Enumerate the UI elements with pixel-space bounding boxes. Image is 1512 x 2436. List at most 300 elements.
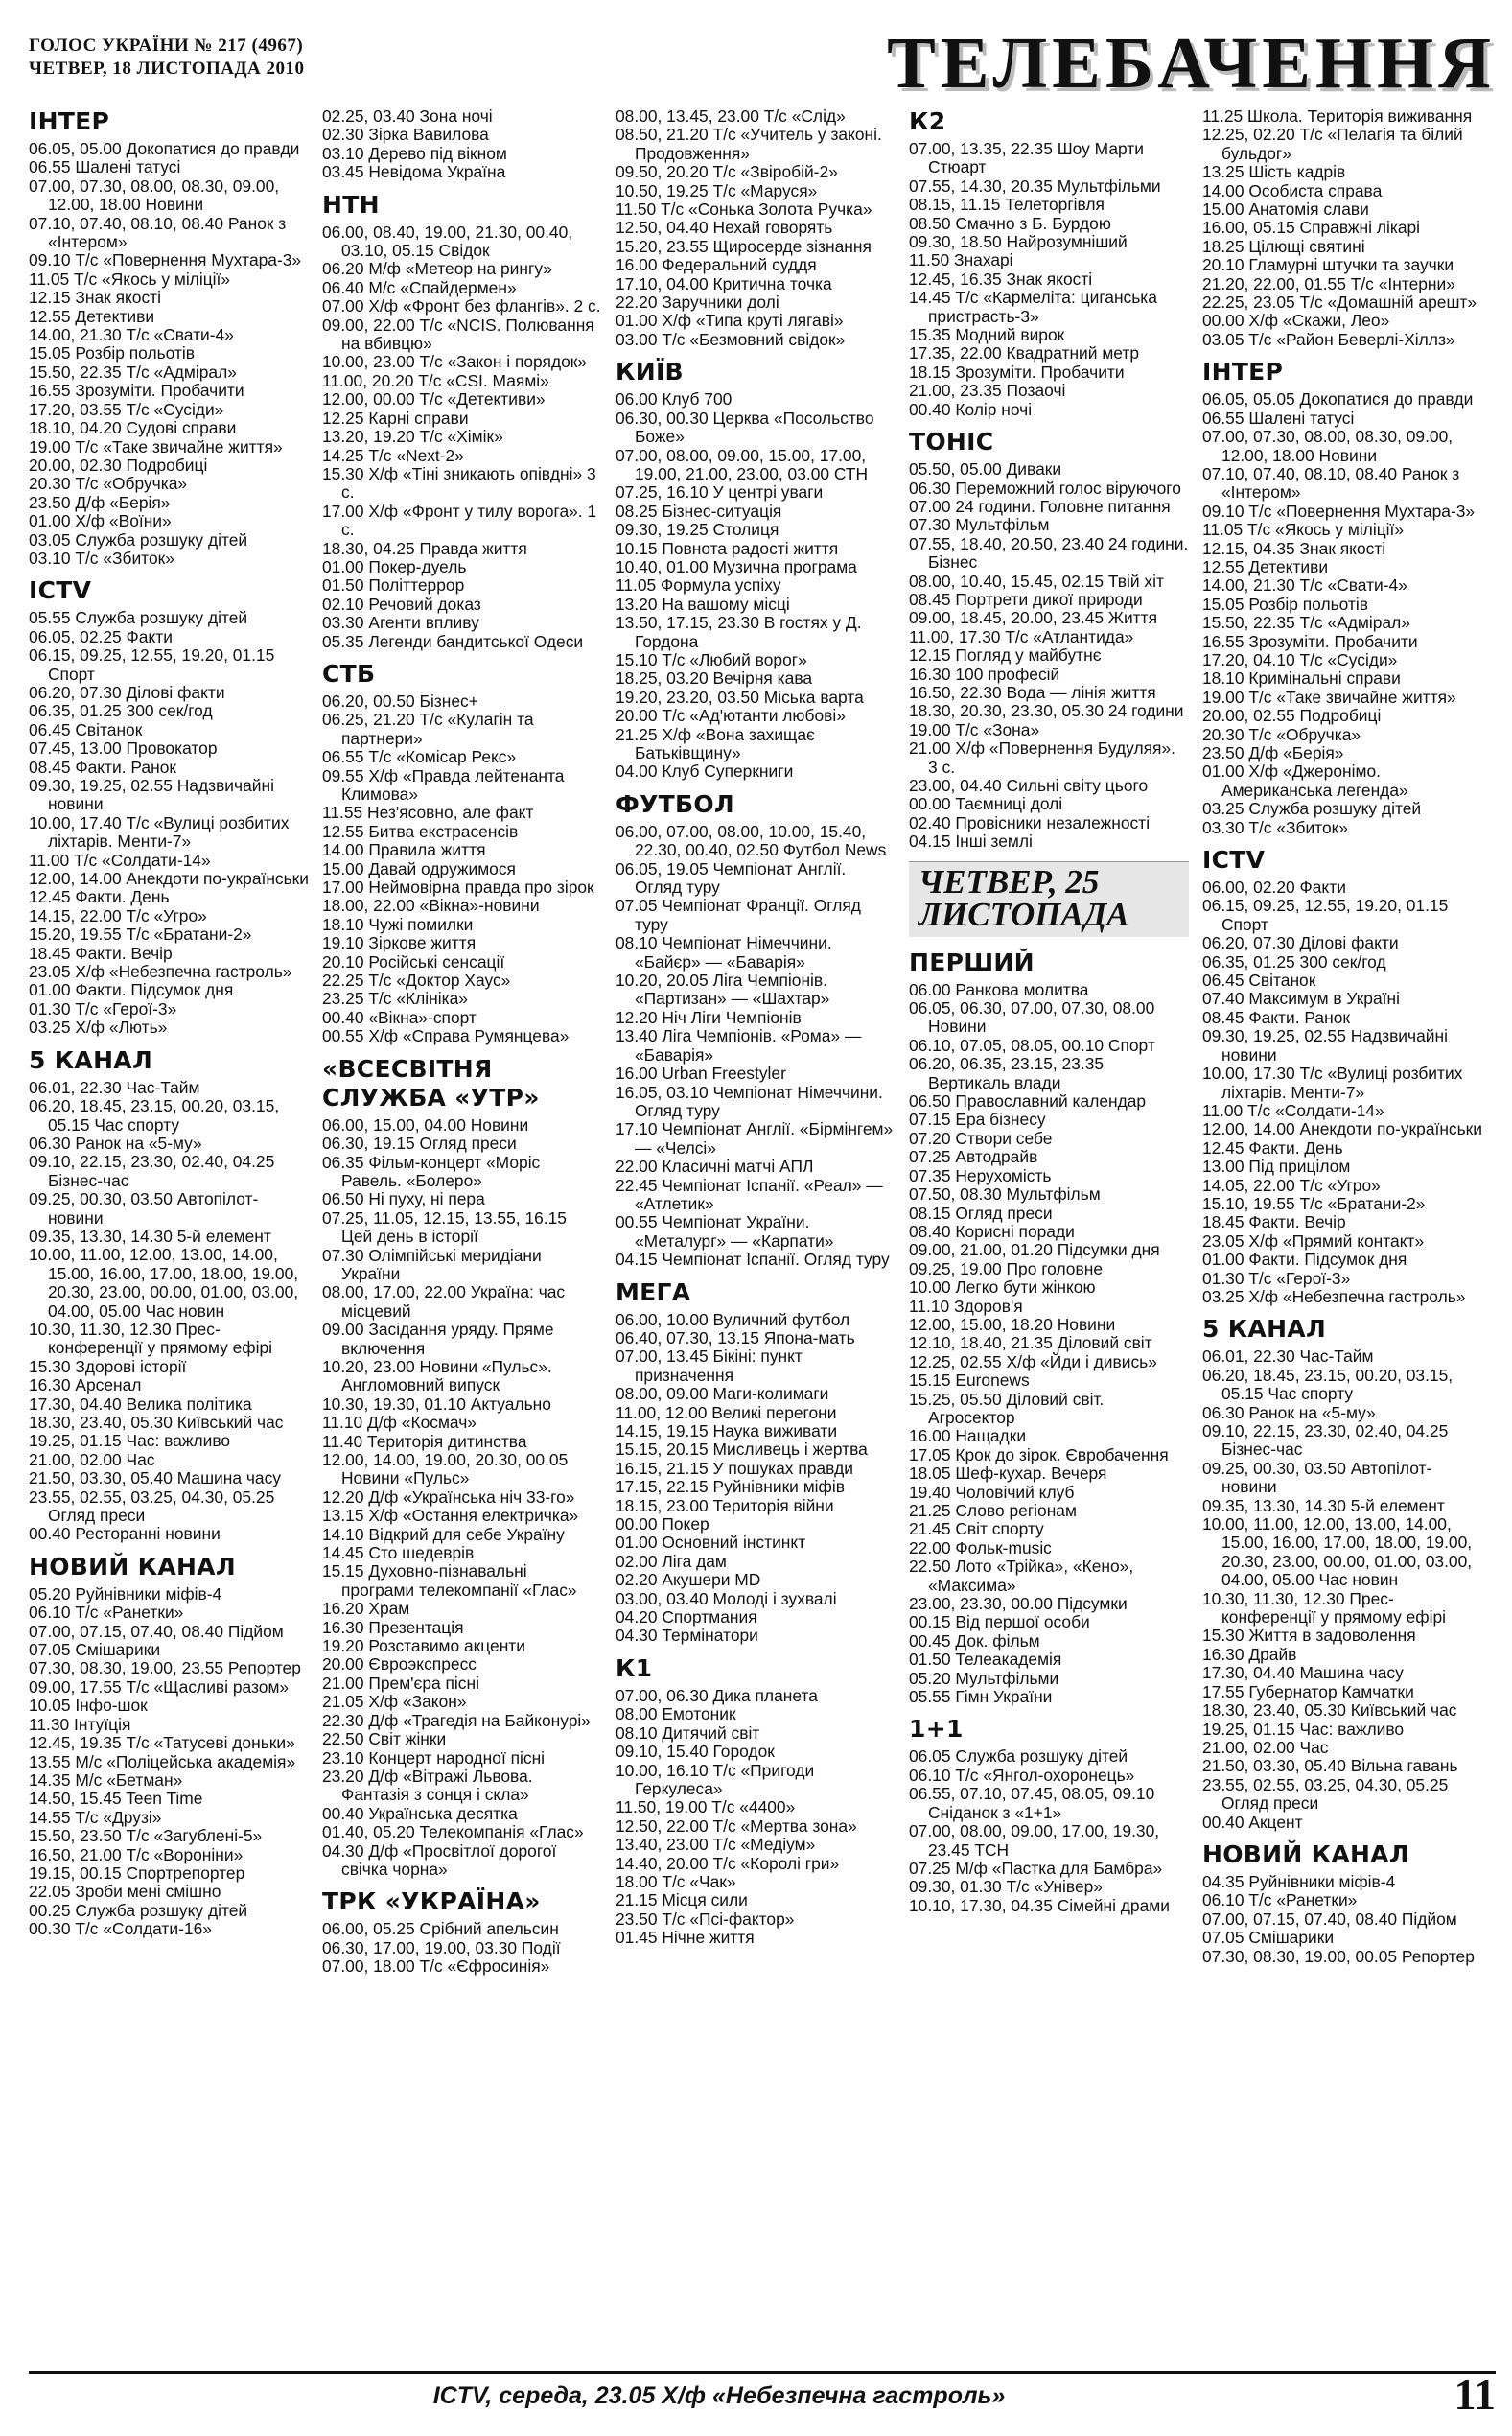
program-entry: 01.50 Телеакадемія: [909, 1650, 1062, 1670]
program-entry: 06.20, 18.45, 23.15, 00.20, 03.15, 05.15 Час спорту: [29, 1096, 280, 1135]
program-entry: 12.55 Битва екстрасенсів: [322, 821, 519, 841]
program-entry: 17.20, 03.55 Т/с «Сусіди»: [29, 399, 224, 419]
program-entry: 11.55 Нез'ясовно, але факт: [322, 803, 534, 823]
program-entry: 07.00, 08.00, 09.00, 15.00, 17.00, 19.00, 21.00, 23.00, 03.00 СТН: [616, 445, 869, 483]
program-entry: 01.45 Нічне життя: [616, 1928, 755, 1948]
program-entry: 19.40 Чоловічий клуб: [909, 1482, 1075, 1502]
program-entry: 11.05 Т/с «Якось у міліції»: [29, 269, 231, 289]
program-entry: 16.30 Презентація: [322, 1617, 464, 1637]
program-entry: 21.00 Х/ф «Повернення Будуляя». 3 с.: [909, 738, 1175, 777]
channel-heading: СТБ: [322, 659, 376, 688]
program-entry: 06.20, 07.30 Ділові факти: [29, 682, 225, 702]
program-entry: 07.00, 13.45 Бікіні: пункт призначення: [616, 1347, 803, 1385]
program-entry: 00.40 Ресторанні новини: [29, 1524, 221, 1544]
program-entry: 18.30, 04.25 Правда життя: [322, 538, 527, 558]
program-entry: 14.15, 19.15 Наука виживати: [616, 1421, 838, 1441]
program-entry: 06.05, 05.00 Докопатися до правди: [29, 139, 300, 158]
program-entry: 18.10 Чужі помилки: [322, 914, 474, 934]
program-entry: 17.05 Крок до зірок. Євробачення: [909, 1444, 1169, 1464]
channel-heading: ІНТЕР: [29, 107, 110, 135]
program-entry: 07.55, 14.30, 20.35 Мультфільми: [909, 176, 1161, 196]
program-entry: 02.30 Зірка Вавилова: [322, 125, 489, 145]
program-entry: 08.10 Чемпіонат Німеччини. «Байєр» — «Баварія»: [616, 933, 832, 972]
program-entry: 09.30, 18.50 Найрозумніший: [909, 232, 1128, 252]
tv-listings: [29, 107, 1496, 2363]
program-entry: 22.25, 23.05 Т/с «Домашній арешт»: [1202, 293, 1477, 313]
program-entry: 16.55 Зрозуміти. Пробачити: [1202, 631, 1418, 651]
program-entry: 09.10, 22.15, 23.30, 02.40, 04.25 Бізнес-час: [29, 1152, 275, 1190]
program-entry: 23.05 Х/ф «Прямий контакт»: [1202, 1230, 1425, 1251]
channel-heading: КИЇВ: [616, 358, 684, 386]
program-entry: 07.00, 07.30, 08.00, 08.30, 09.00, 12.00, 18.00 Новини: [29, 176, 280, 215]
program-entry: 07.05 Смішарики: [29, 1640, 161, 1660]
program-entry: 01.00 Факти. Підсумок дня: [29, 980, 234, 1000]
program-entry: 17.00 Х/ф «Фронт у тилу ворога». 1 с.: [322, 501, 597, 540]
program-entry: 16.05, 03.10 Чемпіонат Німеччини. Огляд туру: [616, 1082, 883, 1120]
program-entry: 08.00, 10.40, 15.45, 02.15 Твій хіт: [909, 571, 1164, 591]
program-entry: 07.15 Ера бізнесу: [909, 1110, 1046, 1130]
program-entry: 16.00 Нащадки: [909, 1426, 1027, 1446]
program-entry: 13.20 На вашому місці: [616, 594, 790, 614]
program-entry: 19.10 Зіркове життя: [322, 933, 477, 953]
program-entry: 06.30 Переможний голос віруючого: [909, 478, 1181, 498]
program-entry: 23.10 Концерт народної пісні: [322, 1747, 546, 1768]
program-entry: 09.00, 18.45, 20.00, 23.45 Життя: [909, 608, 1158, 628]
program-entry: 20.00 Т/с «Ад'ютанти любові»: [616, 706, 846, 726]
program-entry: 03.10 Т/с «Збиток»: [29, 548, 174, 568]
program-entry: 16.00 Urban Freestyler: [616, 1064, 786, 1084]
program-entry: 23.25 Т/с «Клініка»: [322, 989, 468, 1009]
program-entry: 00.55 Чемпіонат України. «Металург» — «Карпати»: [616, 1212, 834, 1251]
program-entry: 06.00, 05.25 Срібний апельсин: [322, 1919, 559, 1939]
program-entry: 19.00 Т/с «Таке звичайне життя»: [1202, 687, 1456, 707]
program-entry: 12.55 Детективи: [29, 306, 155, 326]
program-entry: 05.55 Гімн України: [909, 1687, 1053, 1707]
program-entry: 07.00 24 години. Головне питання: [909, 496, 1171, 516]
program-entry: 23.00, 23.30, 00.00 Підсумки: [909, 1594, 1128, 1614]
program-entry: 07.00, 07.30, 08.00, 08.30, 09.00, 12.00, 18.00 Новини: [1202, 427, 1454, 465]
program-entry: 00.40 Українська десятка: [322, 1803, 518, 1823]
program-entry: 16.50, 22.30 Вода — лінія життя: [909, 682, 1156, 702]
program-entry: 18.15, 23.00 Територія війни: [616, 1495, 834, 1515]
program-entry: 04.00 Клуб Суперкниги: [616, 761, 794, 782]
program-entry: 22.30 Д/ф «Трагедія на Байконурі»: [322, 1710, 591, 1730]
program-entry: 06.05, 06.30, 07.00, 07.30, 08.00 Новини: [909, 998, 1155, 1037]
channel-heading: 5 КАНАЛ: [29, 1045, 153, 1074]
page-number: 11: [1454, 2370, 1496, 2419]
program-entry: 12.50, 04.40 Нехай говорять: [616, 218, 833, 238]
program-entry: 06.50 Ні пуху, ні пера: [322, 1189, 485, 1209]
program-entry: 07.05 Смішарики: [1202, 1928, 1335, 1948]
program-entry: 10.20, 20.05 Ліга Чемпіонів. «Партизан» — «Шахтар»: [616, 971, 830, 1009]
program-entry: 16.00 Федеральний суддя: [616, 255, 817, 275]
program-entry: 19.20, 23.20, 03.50 Міська варта: [616, 687, 864, 707]
program-entry: 11.00 Т/с «Солдати-14»: [1202, 1100, 1384, 1120]
program-entry: 18.10 Кримінальні справи: [1202, 668, 1401, 689]
program-entry: 17.10, 04.00 Критична точка: [616, 273, 832, 293]
program-entry: 08.50, 21.20 Т/с «Учитель у законі. Продовження»: [616, 125, 882, 163]
program-entry: 12.25, 02.55 Х/ф «Йди і дивись»: [909, 1351, 1157, 1371]
program-entry: 12.55 Детективи: [1202, 556, 1329, 576]
program-entry: 06.30, 17.00, 19.00, 03.30 Події: [322, 1937, 561, 1957]
program-entry: 14.05, 22.00 Т/с «Угро»: [1202, 1175, 1381, 1195]
program-entry: 09.30, 19.25, 02.55 Надзвичайні новини: [1202, 1026, 1448, 1065]
program-entry: 06.00 Ранкова молитва: [909, 979, 1089, 999]
program-entry: 07.25, 16.10 У центрі уваги: [616, 482, 824, 503]
program-entry: 15.30 Здорові історії: [29, 1356, 187, 1376]
program-entry: 21.45 Світ спорту: [909, 1519, 1044, 1539]
program-entry: 06.35 Фільм-концерт «Моріс Равель. «Болеро»: [322, 1152, 541, 1190]
program-entry: 13.00 Під прицілом: [1202, 1157, 1351, 1177]
program-entry: 14.00, 21.30 Т/с «Свати-4»: [29, 325, 234, 345]
program-entry: 05.35 Легенди бандитської Одеси: [322, 631, 584, 651]
program-entry: 14.55 Т/с «Друзі»: [29, 1807, 162, 1827]
program-entry: 06.05, 19.05 Чемпіонат Англії. Огляд туру: [616, 858, 847, 898]
program-entry: 14.35 М/с «Бетман»: [29, 1769, 183, 1790]
program-entry: 18.05 Шеф-кухар. Вечеря: [909, 1464, 1107, 1484]
program-entry: 07.00, 06.30 Дика планета: [616, 1685, 818, 1705]
program-entry: 08.15, 11.15 Телеторгівля: [909, 195, 1105, 215]
program-entry: 03.05 Т/с «Район Беверлі-Хіллз»: [1202, 329, 1455, 349]
program-entry: 12.00, 14.00 Анекдоти по-українськи: [1202, 1119, 1482, 1139]
program-entry: 18.45 Факти. Вечір: [29, 943, 173, 963]
program-entry: 20.10 Гламурні штучки та заучки: [1202, 255, 1454, 275]
program-entry: 17.55 Губернатор Камчатки: [1202, 1681, 1414, 1701]
program-entry: 07.50, 08.30 Мультфільм: [909, 1184, 1101, 1205]
program-entry: 12.45 Факти. День: [29, 887, 170, 907]
program-entry: 11.50 Т/с «Сонька Золота Ручка»: [616, 199, 872, 220]
program-entry: 06.00, 07.00, 08.00, 10.00, 15.40, 22.30, 00.40, 02.50 Футбол News: [616, 821, 887, 860]
listing-column-3: [616, 107, 896, 2363]
program-entry: 08.00, 13.45, 23.00 Т/с «Слід»: [616, 107, 846, 126]
program-entry: 07.10, 07.40, 08.10, 08.40 Ранок з «Інтером»: [1202, 463, 1460, 503]
program-entry: 21.50, 03.30, 05.40 Машина часу: [29, 1468, 281, 1488]
program-entry: 12.20 Ніч Ліги Чемпіонів: [616, 1007, 802, 1027]
channel-heading: ICTV: [29, 576, 92, 605]
listing-column-4: [909, 107, 1189, 2363]
channel-heading: К1: [616, 1653, 653, 1682]
program-entry: 09.25, 19.00 Про головне: [909, 1258, 1103, 1278]
program-entry: 06.05, 05.05 Докопатися до правди: [1202, 389, 1474, 410]
program-entry: 23.55, 02.55, 03.25, 04.30, 05.25 Огляд преси: [1202, 1774, 1449, 1814]
program-entry: 00.40 «Вікна»-спорт: [322, 1007, 477, 1027]
program-entry: 23.50 Т/с «Псі-фактор»: [616, 1909, 795, 1929]
program-entry: 07.45, 13.00 Провокатор: [29, 738, 218, 759]
program-entry: 19.15, 00.15 Спортрепортер: [29, 1862, 245, 1883]
program-entry: 19.25, 01.15 Час: важливо: [29, 1431, 231, 1451]
program-entry: 07.35 Нерухомість: [909, 1165, 1052, 1185]
channel-heading: ФУТБОЛ: [616, 789, 734, 818]
program-entry: 01.40, 05.20 Телекомпанія «Глас»: [322, 1822, 584, 1842]
program-entry: 00.40 Акцент: [1202, 1812, 1303, 1832]
program-entry: 15.50, 23.50 Т/с «Загублені-5»: [29, 1826, 263, 1846]
program-entry: 16.30 Драйв: [1202, 1644, 1297, 1664]
program-entry: 03.05 Служба розшуку дітей: [29, 529, 248, 550]
publication-title: ГОЛОС УКРАЇНИ № 217 (4967): [29, 35, 304, 56]
channel-heading: НОВИЙ КАНАЛ: [29, 1552, 236, 1581]
program-entry: 20.30 Т/с «Обручка»: [29, 474, 188, 494]
program-entry: 22.05 Зроби мені смішно: [29, 1882, 221, 1902]
program-entry: 11.00 Т/с «Солдати-14»: [29, 850, 211, 870]
program-entry: 12.45, 19.35 Т/с «Татусеві доньки»: [29, 1733, 295, 1753]
program-entry: 22.00 Фольк-music: [909, 1537, 1052, 1558]
program-entry: 07.10, 07.40, 08.10, 08.40 Ранок з «Інтером»: [29, 213, 287, 252]
channel-heading: ПЕРШИЙ: [909, 948, 1035, 976]
program-entry: 09.10, 22.15, 23.30, 02.40, 04.25 Бізнес-час: [1202, 1421, 1449, 1460]
program-entry: 20.00, 02.30 Подробиці: [29, 455, 208, 475]
program-entry: 08.00, 09.00 Маги-колимаги: [616, 1384, 829, 1404]
program-entry: 00.25 Служба розшуку дітей: [29, 1900, 248, 1920]
program-entry: 13.40, 23.00 Т/с «Медіум»: [616, 1835, 816, 1855]
program-entry: 12.25, 02.20 Т/с «Пелагія та білий бульдог»: [1202, 125, 1463, 163]
program-entry: 09.35, 13.30, 14.30 5-й елемент: [29, 1226, 271, 1246]
program-entry: 15.30 Життя в задоволення: [1202, 1626, 1416, 1646]
program-entry: 18.30, 23.40, 05.30 Київський час: [29, 1413, 284, 1432]
channel-heading: ІНТЕР: [1202, 358, 1284, 386]
program-entry: 09.00 Засідання уряду. Пряме включення: [322, 1320, 554, 1358]
program-entry: 03.30 Агенти впливу: [322, 613, 479, 633]
program-entry: 07.25 Автодрайв: [909, 1147, 1038, 1167]
program-entry: 21.15 Місця сили: [616, 1890, 748, 1910]
program-entry: 04.15 Чемпіонат Іспанії. Огляд туру: [616, 1250, 890, 1270]
program-entry: 12.15 Знак якості: [29, 288, 161, 308]
program-entry: 07.30 Олімпійські меридіани України: [322, 1245, 542, 1283]
program-entry: 06.10 Т/с «Ранетки»: [1202, 1890, 1358, 1910]
program-entry: 15.30 Х/ф «Тіні зникають опівдні» 3 с.: [322, 463, 596, 503]
program-entry: 09.30, 19.25, 02.55 Надзвичайні новини: [29, 776, 274, 814]
channel-heading: НТН: [322, 190, 380, 219]
program-entry: 06.20, 06.35, 23.15, 23.35 Вертикаль влади: [909, 1054, 1105, 1092]
program-entry: 03.00 Т/с «Безмовний свідок»: [616, 329, 846, 349]
program-entry: 00.40 Колір ночі: [909, 399, 1033, 419]
program-entry: 12.15 Погляд у майбутнє: [909, 645, 1102, 666]
program-entry: 06.10 Т/с «Янгол-охоронець»: [909, 1765, 1135, 1785]
program-entry: 09.25, 00.30, 03.50 Автопілот-новини: [29, 1189, 259, 1228]
program-entry: 23.20 Д/ф «Вітражі Львова. Фантазія з сонця і скла»: [322, 1766, 533, 1805]
program-entry: 07.30 Мультфільм: [909, 515, 1050, 535]
program-entry: 15.10, 19.55 Т/с «Братани-2»: [1202, 1193, 1426, 1213]
program-entry: 06.15, 09.25, 12.55, 19.20, 01.15 Спорт: [1202, 896, 1449, 934]
program-entry: 18.00 Т/с «Чак»: [616, 1871, 736, 1891]
program-entry: 10.05 Інфо-шок: [29, 1696, 148, 1716]
program-entry: 07.30, 08.30, 19.00, 23.55 Репортер: [29, 1658, 301, 1678]
program-entry: 06.00, 02.20 Факти: [1202, 878, 1346, 898]
program-entry: 15.15 Euronews: [909, 1370, 1030, 1391]
program-entry: 04.35 Руйнівники міфів-4: [1202, 1871, 1396, 1891]
program-entry: 09.10, 15.40 Городок: [616, 1742, 775, 1762]
program-entry: 06.20, 18.45, 23.15, 00.20, 03.15, 05.15 Час спорту: [1202, 1365, 1454, 1404]
program-entry: 09.00, 17.55 Т/с «Щасливі разом»: [29, 1676, 290, 1697]
program-entry: 01.00 Х/ф «Типа круті лягаві»: [616, 311, 844, 331]
program-entry: 09.25, 00.30, 03.50 Автопілот-новини: [1202, 1458, 1432, 1497]
program-entry: 17.10 Чемпіонат Англії. «Бірмінгем» — «Челсі»: [616, 1119, 894, 1158]
program-entry: 10.00, 11.00, 12.00, 13.00, 14.00, 15.00, 16.00, 17.00, 18.00, 19.00, 20.30, 23.00, 00.00, 01.00, 03.00, 04.00, 05.00 Час новин: [1202, 1514, 1473, 1590]
program-entry: 00.00 Таємниці долі: [909, 794, 1063, 814]
program-entry: 22.50 Світ жінки: [322, 1729, 447, 1749]
program-entry: 07.20 Створи себе: [909, 1128, 1053, 1148]
program-entry: 13.40 Ліга Чемпіонів. «Рома» — «Баварія»: [616, 1026, 862, 1065]
program-entry: 00.45 Док. фільм: [909, 1630, 1040, 1651]
program-entry: 15.15, 20.15 Мисливець і жертва: [616, 1440, 868, 1460]
program-entry: 11.00, 17.30 Т/с «Атлантида»: [909, 626, 1134, 646]
program-entry: 09.00, 21.00, 01.20 Підсумки дня: [909, 1240, 1160, 1260]
program-entry: 10.30, 19.30, 01.10 Актуально: [322, 1394, 551, 1414]
program-entry: 17.35, 22.00 Квадратний метр: [909, 343, 1140, 363]
program-entry: 08.40 Корисні поради: [909, 1221, 1075, 1241]
program-entry: 21.50, 03.30, 05.40 Вільна гавань: [1202, 1756, 1458, 1776]
program-entry: 01.50 Політтеррор: [322, 575, 465, 596]
program-entry: 18.30, 23.40, 05.30 Київський час: [1202, 1700, 1457, 1721]
program-entry: 17.20, 04.10 Т/с «Сусіди»: [1202, 649, 1398, 669]
program-entry: 18.25 Цілющі святині: [1202, 236, 1365, 256]
program-entry: 01.00 Х/ф «Воїни»: [29, 511, 172, 531]
channel-heading: МЕГА: [616, 1277, 691, 1306]
program-entry: 18.00, 22.00 «Вікна»-новини: [322, 896, 540, 916]
program-entry: 06.40 М/с «Спайдермен»: [322, 277, 517, 297]
program-entry: 01.30 Т/с «Герої-3»: [29, 998, 177, 1019]
program-entry: 08.10 Дитячий світ: [616, 1722, 760, 1743]
channel-heading: ТРК «УКРАЇНА»: [322, 1887, 541, 1916]
program-entry: 06.55 Шалені татусі: [29, 157, 181, 177]
program-entry: 06.10, 07.05, 08.05, 00.10 Спорт: [909, 1035, 1155, 1055]
program-entry: 14.10 Відкрий для себе Україну: [322, 1524, 565, 1544]
channel-heading: 1+1: [909, 1715, 964, 1744]
program-entry: 12.25 Карні справи: [322, 408, 469, 428]
program-entry: 06.00, 10.00 Вуличний футбол: [616, 1309, 850, 1329]
program-entry: 12.50, 22.00 Т/с «Мертва зона»: [616, 1815, 857, 1836]
program-entry: 12.20 Д/ф «Українська ніч 33-го»: [322, 1487, 575, 1507]
program-entry: 03.25 Служба розшуку дітей: [1202, 799, 1422, 819]
page-footer: [29, 2371, 1496, 2418]
program-entry: 20.30 Т/с «Обручка»: [1202, 724, 1361, 744]
program-entry: 00.00 Покер: [616, 1514, 709, 1534]
program-entry: 14.00, 21.30 Т/с «Свати-4»: [1202, 575, 1407, 596]
program-entry: 10.40, 01.00 Музична програма: [616, 556, 857, 576]
program-entry: 21.25 Слово регіонам: [909, 1501, 1077, 1520]
program-entry: 10.10, 17.30, 04.35 Сімейні драми: [909, 1895, 1170, 1915]
program-entry: 10.00, 17.30 Т/с «Вулиці розбитих ліхтарів. Менти-7»: [1202, 1064, 1463, 1102]
program-entry: 14.45 Сто шедеврів: [322, 1543, 475, 1563]
program-entry: 13.50, 17.15, 23.30 В гостях у Д. Гордона: [616, 613, 862, 651]
program-entry: 10.20, 23.00 Новини «Пульс». Англомовний випуск: [322, 1356, 552, 1395]
program-entry: 13.20, 19.20 Т/с «Хімік»: [322, 427, 503, 447]
program-entry: 18.30, 20.30, 23.30, 05.30 24 години: [909, 701, 1184, 721]
program-entry: 03.25 Х/ф «Небезпечна гастроль»: [1202, 1286, 1466, 1306]
program-entry: 07.55, 18.40, 20.50, 23.40 24 години. Бізнес: [909, 533, 1189, 573]
program-entry: 07.00, 07.15, 07.40, 08.40 Підйом: [1202, 1909, 1457, 1929]
program-entry: 06.50 Православний календар: [909, 1091, 1147, 1112]
program-entry: 11.50, 19.00 Т/с «4400»: [616, 1797, 796, 1817]
program-entry: 10.30, 11.30, 12.30 Прес-конференції у прямому ефірі: [1202, 1588, 1447, 1628]
listing-column-5: [1202, 107, 1482, 2363]
program-entry: 14.45 Т/с «Кармеліта: циганська пристрасть-3»: [909, 288, 1157, 326]
program-entry: 10.00, 11.00, 12.00, 13.00, 14.00, 15.00, 16.00, 17.00, 18.00, 19.00, 20.30, 23.00, 00.00, 01.00, 03.00, 04.00, 05.00 Час новин: [29, 1245, 299, 1321]
program-entry: 12.00, 14.00 Анекдоти по-українськи: [29, 869, 309, 889]
program-entry: 21.25 Х/ф «Вона захищає Батьківщину»: [616, 724, 815, 762]
program-entry: 09.55 Х/ф «Правда лейтенанта Климова»: [322, 765, 565, 804]
program-entry: 15.00 Давай одружимося: [322, 858, 516, 878]
program-entry: 04.20 Спортмания: [616, 1607, 757, 1628]
program-entry: 02.25, 03.40 Зона ночі: [322, 107, 493, 126]
day-heading: ЧЕТВЕР, 25 ЛИСТОПАДА: [909, 861, 1189, 937]
program-entry: 07.00, 08.00, 09.00, 17.00, 19.30, 23.45 ТСН: [909, 1821, 1160, 1860]
program-entry: 08.15 Огляд преси: [909, 1203, 1053, 1223]
program-entry: 10.00, 23.00 Т/с «Закон і порядок»: [322, 352, 588, 372]
program-entry: 06.40, 07.30, 13.15 Япона-мать: [616, 1327, 855, 1347]
program-entry: 06.35, 01.25 300 сек/год: [29, 701, 213, 721]
program-entry: 15.25, 05.50 Діловий світ. Агросектор: [909, 1389, 1105, 1427]
program-entry: 11.10 Д/ф «Космач»: [322, 1413, 477, 1433]
program-entry: 15.10 Т/с «Любий ворог»: [616, 649, 807, 669]
program-entry: 03.45 Невідома Україна: [322, 162, 506, 182]
program-entry: 15.00 Анатомія слави: [1202, 199, 1369, 220]
program-entry: 06.55 Т/с «Комісар Рекс»: [322, 747, 517, 767]
publication-info: [29, 35, 305, 81]
program-entry: 06.30 Ранок на «5-му»: [1202, 1402, 1376, 1422]
program-entry: 18.25, 03.20 Вечірня кава: [616, 668, 813, 689]
program-entry: 21.00, 02.00 Час: [29, 1449, 155, 1469]
program-entry: 06.01, 22.30 Час-Тайм: [29, 1077, 200, 1097]
program-entry: 22.50 Лото «Трійка», «Кено», «Максима»: [909, 1557, 1134, 1595]
program-entry: 02.20 Акушери MD: [616, 1570, 761, 1590]
program-entry: 14.00 Особиста справа: [1202, 180, 1383, 200]
program-entry: 22.25 Т/с «Доктор Хаус»: [322, 971, 511, 991]
program-entry: 10.15 Повнота радості життя: [616, 538, 839, 558]
program-entry: 19.20 Розставимо акценти: [322, 1636, 525, 1656]
program-entry: 00.15 Від першої особи: [909, 1612, 1090, 1632]
program-entry: 23.55, 02.55, 03.25, 04.30, 05.25 Огляд преси: [29, 1487, 275, 1526]
listing-column-2: [322, 107, 602, 2363]
program-entry: 08.45 Портрети дикої природи: [909, 589, 1143, 609]
program-entry: 03.00, 03.40 Молоді і зухвалі: [616, 1588, 837, 1608]
program-entry: 08.45 Факти. Ранок: [29, 757, 176, 777]
program-entry: 16.30 100 професій: [909, 664, 1060, 684]
program-entry: 13.25 Шість кадрів: [1202, 162, 1346, 182]
program-entry: 09.30, 01.30 Т/с «Універ»: [909, 1877, 1103, 1897]
program-entry: 20.10 Російські сенсації: [322, 951, 505, 972]
program-entry: 15.05 Розбір польотів: [29, 343, 196, 363]
program-entry: 17.00 Неймовірна правда про зірок: [322, 878, 594, 898]
program-entry: 13.15 Х/ф «Остання електричка»: [322, 1506, 579, 1526]
program-entry: 22.45 Чемпіонат Іспанії. «Реал» — «Атлетик»: [616, 1175, 883, 1213]
program-entry: 16.00, 05.15 Справжні лікарі: [1202, 218, 1421, 238]
program-entry: 11.00, 12.00 Великі перегони: [616, 1402, 837, 1422]
program-entry: 06.10 Т/с «Ранетки»: [29, 1603, 184, 1623]
program-entry: 06.20, 07.30 Ділові факти: [1202, 933, 1399, 953]
program-entry: 06.55, 07.10, 07.45, 08.05, 09.10 Сніданок з «1+1»: [909, 1784, 1155, 1822]
program-entry: 23.05 Х/ф «Небезпечна гастроль»: [29, 962, 292, 982]
program-entry: 08.45 Факти. Ранок: [1202, 1007, 1350, 1027]
program-entry: 14.40, 20.00 Т/с «Королі гри»: [616, 1853, 840, 1873]
program-entry: 15.20, 23.55 Щиросерде зізнання: [616, 236, 872, 256]
program-entry: 01.00 Покер-дуель: [322, 556, 467, 576]
program-entry: 06.15, 09.25, 12.55, 19.20, 01.15 Спорт: [29, 645, 275, 684]
program-entry: 14.15, 22.00 Т/с «Угро»: [29, 905, 207, 925]
program-entry: 04.30 Термінатори: [616, 1626, 758, 1646]
program-entry: 02.00 Ліга дам: [616, 1551, 727, 1571]
program-entry: 01.00 Х/ф «Джеронімо. Американська легенда»: [1202, 761, 1408, 800]
program-entry: 12.45, 16.35 Знак якості: [909, 269, 1093, 289]
program-entry: 07.40 Максимум в Україні: [1202, 989, 1400, 1009]
program-entry: 09.30, 19.25 Столиця: [616, 520, 779, 540]
program-entry: 18.45 Факти. Вечір: [1202, 1212, 1346, 1232]
program-entry: 15.15 Духовно-пізнавальні програми телекомпанії «Глас»: [322, 1561, 577, 1600]
program-entry: 14.00 Правила життя: [322, 840, 486, 860]
program-entry: 11.25 Школа. Територія виживання: [1202, 107, 1473, 126]
program-entry: 02.10 Речовий доказ: [322, 594, 481, 614]
program-entry: 09.00, 22.00 Т/с «NCIS. Полювання на вбивцю»: [322, 315, 594, 354]
program-entry: 09.10 Т/с «Повернення Мухтара-3»: [29, 250, 302, 270]
